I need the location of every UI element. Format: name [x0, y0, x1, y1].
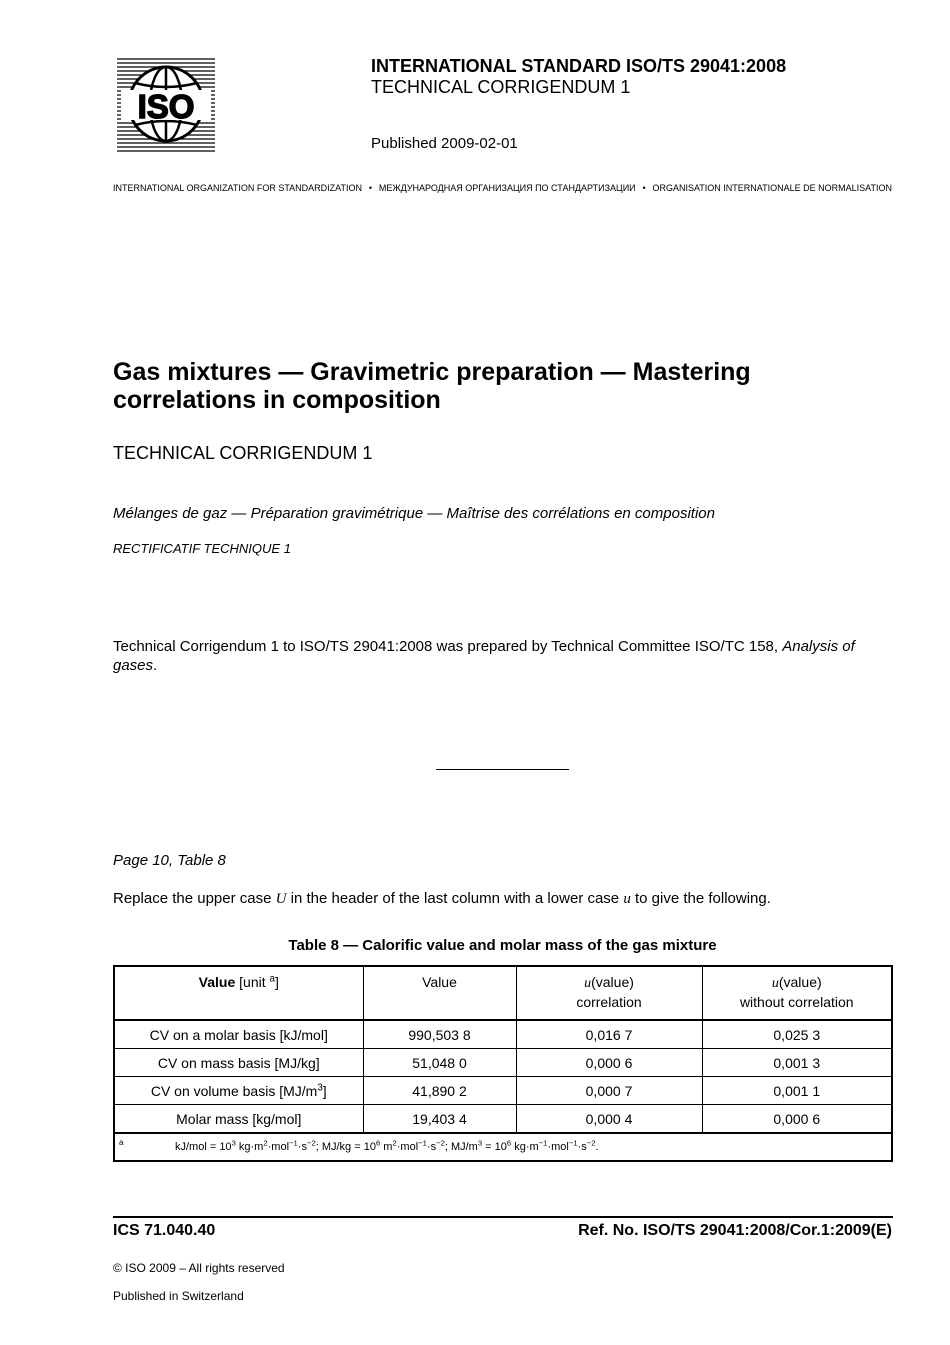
org-russian: МЕЖДУНАРОДНАЯ ОРГАНИЗАЦИЯ ПО СТАНДАРТИЗАЦИИ: [378, 183, 636, 193]
table-row: [114, 1105, 892, 1134]
table-header-row: [114, 966, 892, 1020]
standard-title: INTERNATIONAL STANDARD ISO/TS 29041:2008: [371, 56, 787, 76]
instruction-text: Replace the upper case: [113, 890, 276, 907]
french-title: Mélanges de gaz — Préparation gravimétrique — Maîtrise des corrélations en composition: [113, 505, 715, 522]
document-title: [113, 358, 893, 414]
row-label: CV on mass basis [MJ/kg]: [114, 1049, 363, 1077]
statement-text: Technical Corrigendum 1 to ISO/TS 29041:2008 was prepared by Technical Committee ISO/TC 158,: [113, 638, 783, 655]
row-u-correlation: 0,000 4: [516, 1105, 702, 1134]
org-separator: •: [642, 183, 646, 193]
published-date: Published 2009-02-01: [371, 135, 518, 152]
published-in: Published in Switzerland: [113, 1289, 244, 1303]
org-french: ORGANISATION INTERNATIONALE DE NORMALISATION: [652, 183, 892, 193]
ics-code: ICS 71.040.40: [113, 1222, 216, 1239]
section-divider: [436, 769, 569, 770]
technical-corrigendum-label: TECHNICAL CORRIGENDUM 1: [113, 443, 373, 463]
preparation-statement: [113, 637, 892, 675]
title-line: correlations in composition: [113, 386, 441, 414]
row-value: 19,403 4: [363, 1105, 516, 1134]
footnote-text: $kJ/mol = 10^3$ $kg\cdot m^2\cdot mol^{-1}\cdot s^{-2}$; $MJ/kg = 10^6$ $m^2\cdot mol^{-1}\cdot s^{-2}$; $MJ/m^3 = 10^6$ $kg\cdot m^{-1}\cdot mol^{-1}\cdot s^{-2}$.: [175, 1138, 599, 1153]
reference-number: Ref. No. ISO/TS 29041:2008/Cor.1:2009(E): [578, 1222, 892, 1239]
committee-name: Analysis of gases: [113, 638, 855, 674]
symbol-lower-u: u: [623, 891, 631, 907]
row-u-without-correlation: 0,001 1: [702, 1077, 892, 1105]
row-u-correlation: 0,000 6: [516, 1049, 702, 1077]
row-label: Molar mass [kg/mol]: [114, 1105, 363, 1134]
row-value: 41,890 2: [363, 1077, 516, 1105]
footer-rule: [113, 1216, 893, 1218]
table-caption: Table 8 — Calorific value and molar mass of the gas mixture: [288, 937, 717, 954]
header-u-correlation: u(value) correlation: [516, 966, 702, 1020]
calorific-value-table: [113, 965, 893, 1162]
row-u-correlation: 0,016 7: [516, 1020, 702, 1049]
header-value-unit: Value [unit $^a$]: [114, 966, 363, 1020]
instruction-text: in the header of the last column with a lower case: [286, 890, 624, 907]
row-value: 990,503 8: [363, 1020, 516, 1049]
table-row: [114, 1049, 892, 1077]
corrigendum-label: TECHNICAL CORRIGENDUM 1: [371, 77, 631, 97]
iso-logo: [117, 57, 215, 152]
row-u-without-correlation: 0,000 6: [702, 1105, 892, 1134]
row-u-without-correlation: 0,025 3: [702, 1020, 892, 1049]
org-separator: •: [368, 183, 372, 193]
instruction-text: to give the following.: [630, 890, 771, 907]
french-corrigendum-label: RECTIFICATIF TECHNIQUE 1: [113, 541, 291, 556]
replace-instruction: [113, 890, 771, 908]
iso-globe-icon: [117, 57, 215, 152]
page-reference: Page 10, Table 8: [113, 852, 226, 869]
organization-names: [113, 183, 892, 193]
statement-end: .: [153, 657, 158, 674]
table-row: [114, 1077, 892, 1105]
title-line: Gas mixtures — Gravimetric preparation — Mastering: [113, 358, 751, 386]
row-label: CV on volume basis $[MJ/m^3]$: [114, 1077, 363, 1105]
row-value: 51,048 0: [363, 1049, 516, 1077]
svg-text:ISO: ISO: [137, 88, 195, 125]
org-english: INTERNATIONAL ORGANIZATION FOR STANDARDIZATION: [113, 183, 363, 193]
footnote-mark: a: [119, 1138, 124, 1147]
table-footnote-row: [114, 1133, 892, 1161]
header-value: Value: [363, 966, 516, 1020]
table-row: [114, 1020, 892, 1049]
header-u-without-correlation: u(value) without correlation: [702, 966, 892, 1020]
table-footnote: [114, 1133, 892, 1161]
symbol-upper-u: U: [275, 891, 287, 907]
row-label: CV on a molar basis [kJ/mol]: [114, 1020, 363, 1049]
copyright-notice: © ISO 2009 – All rights reserved: [113, 1261, 285, 1275]
row-u-without-correlation: 0,001 3: [702, 1049, 892, 1077]
row-u-correlation: 0,000 7: [516, 1077, 702, 1105]
